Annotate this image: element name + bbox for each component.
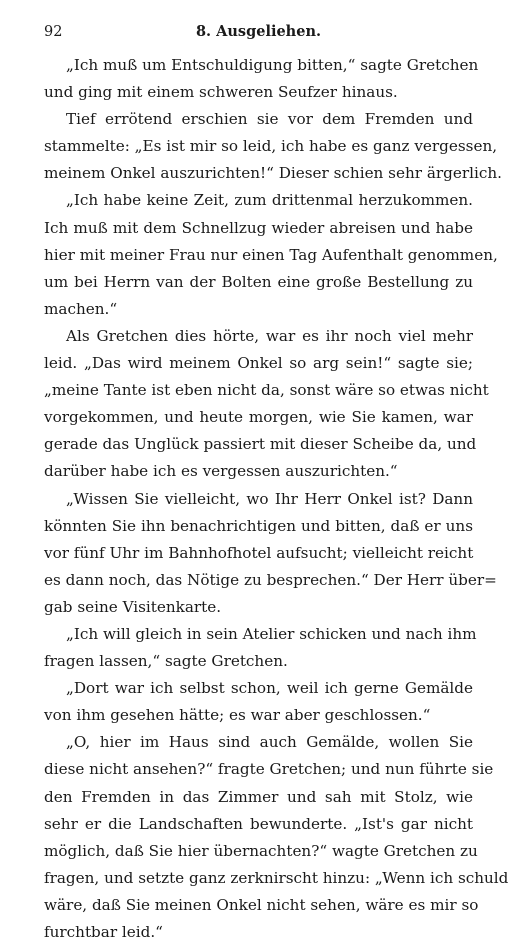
text-line: hier mit meiner Frau nur einen Tag Aufenthalt genommen, <box>44 245 498 264</box>
paragraph <box>44 486 497 621</box>
paragraph <box>44 729 509 946</box>
body-text <box>44 52 509 946</box>
text-line: möglich, daß Sie hier übernachten?“ wagte Gretchen zu <box>44 841 478 860</box>
text-line: „Ich will gleich in sein Atelier schicken und nach ihm <box>66 624 477 643</box>
text-line: „Dort war ich selbst schon, weil ich gerne Gemälde <box>66 679 473 698</box>
text-line: diese nicht ansehen?“ fragte Gretchen; und nun führte sie <box>44 760 494 779</box>
text-line: gerade das Unglück passiert mit dieser Scheibe da, und <box>44 435 477 454</box>
text-line: um bei Herrn van der Bolten eine große Bestellung zu <box>44 272 473 291</box>
paragraph <box>44 621 477 675</box>
running-head <box>44 21 473 43</box>
paragraph <box>44 323 489 486</box>
text-line: gab seine Visitenkarte. <box>44 597 222 616</box>
text-line: „O, hier im Haus sind auch Gemälde, wollen Sie <box>66 733 473 752</box>
text-line: fragen lassen,“ sagte Gretchen. <box>44 652 288 671</box>
page-number: 92 <box>44 24 63 40</box>
text-line: meinem Onkel auszurichten!“ Dieser schien sehr ärgerlich. <box>44 164 502 183</box>
text-line: Als Gretchen dies hörte, war es ihr noch viel mehr <box>66 326 473 345</box>
text-line: Ich muß mit dem Schnellzug wieder abreisen und habe <box>44 218 473 237</box>
text-line: „Wissen Sie vielleicht, wo Ihr Herr Onkel ist? Dann <box>66 489 473 508</box>
text-line: könnten Sie ihn benachrichtigen und bitten, daß er uns <box>44 516 473 535</box>
paragraph <box>44 187 498 322</box>
text-line: vor fünf Uhr im Bahnhofhotel aufsucht; vielleicht reicht <box>44 543 474 562</box>
text-line: es dann noch, das Nötige zu besprechen.“ Der Herr über= <box>44 570 497 589</box>
text-line: „meine Tante ist eben nicht da, sonst wäre so etwas nicht <box>44 381 489 400</box>
text-line: furchtbar leid.“ <box>44 923 163 941</box>
text-line: „Ich muß um Entschuldigung bitten,“ sagte Gretchen <box>66 56 479 74</box>
text-line: machen.“ <box>44 299 118 318</box>
paragraph <box>44 106 502 187</box>
text-line: vorgekommen, und heute morgen, wie Sie kamen, war <box>44 408 473 427</box>
text-line: Tief errötend erschien sie vor dem Fremden und <box>66 110 473 129</box>
text-line: von ihm gesehen hätte; es war aber geschlossen.“ <box>44 706 431 725</box>
text-line: wäre, daß Sie meinen Onkel nicht sehen, wäre es mir so <box>44 895 479 914</box>
text-line: leid. „Das wird meinem Onkel so arg sein!“ sagte sie; <box>44 354 473 373</box>
paragraph <box>44 675 473 729</box>
text-line: fragen, und setzte ganz zerknirscht hinzu: „Wenn ich schuld <box>44 868 509 887</box>
paragraph <box>44 52 479 106</box>
text-line: sehr er die Landschaften bewunderte. „Ist's gar nicht <box>44 814 473 833</box>
text-line: und ging mit einem schweren Seufzer hinaus. <box>44 83 398 102</box>
text-line: den Fremden in das Zimmer und sah mit Stolz, wie <box>44 787 473 806</box>
text-line: darüber habe ich es vergessen auszurichten.“ <box>44 462 398 481</box>
text-line: „Ich habe keine Zeit, zum drittenmal herzukommen. <box>66 191 473 210</box>
chapter-title: 8. Ausgeliehen. <box>195 23 322 40</box>
text-line: stammelte: „Es ist mir so leid, ich habe es ganz vergessen, <box>44 137 498 156</box>
